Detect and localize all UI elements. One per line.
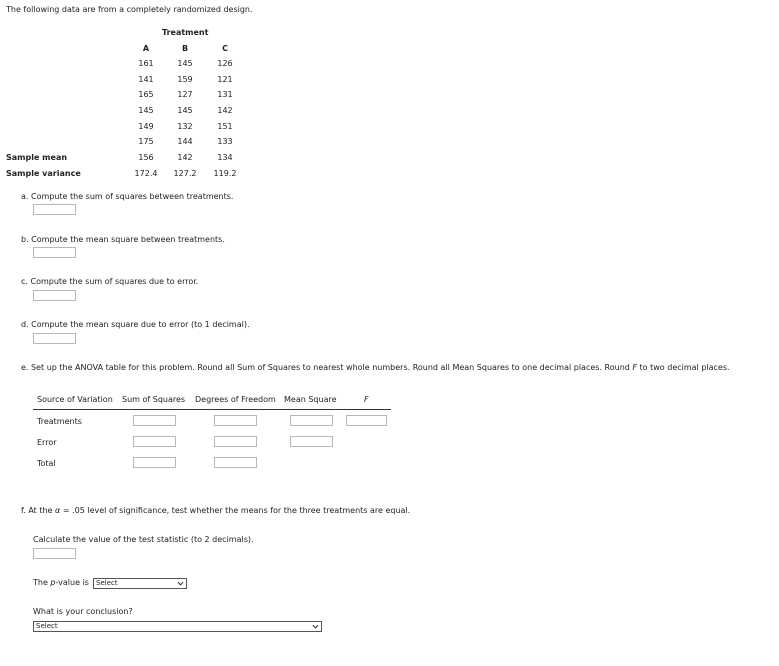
column-header-c: C xyxy=(222,44,228,53)
anova-header-ms: Mean Square xyxy=(284,395,337,404)
table-cell: 149 xyxy=(138,122,154,131)
table-cell: 133 xyxy=(217,137,233,146)
table-cell: 127 xyxy=(177,90,193,99)
table-cell: 161 xyxy=(138,59,154,68)
treatment-header: Treatment xyxy=(162,28,209,37)
anova-header-source: Source of Variation xyxy=(37,395,113,404)
pvalue-suffix: -value is xyxy=(55,578,89,587)
anova-header-f: F xyxy=(364,395,369,404)
sample-variance-label: Sample variance xyxy=(6,169,81,178)
question-e xyxy=(21,363,730,372)
answer-ms-error-input[interactable] xyxy=(33,333,76,344)
anova-error-ms-input[interactable] xyxy=(290,436,333,447)
table-cell: 144 xyxy=(177,137,193,146)
sample-mean-c: 134 xyxy=(217,153,233,162)
pvalue-prompt xyxy=(33,578,89,587)
anova-treatments-df-input[interactable] xyxy=(214,415,257,426)
chevron-down-icon xyxy=(312,623,319,630)
intro-text: The following data are from a completely randomized design. xyxy=(6,5,253,14)
sample-variance-b: 127.2 xyxy=(173,169,197,178)
question-f-suffix: = .05 level of significance, test whether the means for the three treatments are equal. xyxy=(60,506,411,515)
anova-error-df-input[interactable] xyxy=(214,436,257,447)
anova-row-treatments-label: Treatments xyxy=(37,417,82,426)
column-header-a: A xyxy=(142,44,150,53)
anova-row-total-label: Total xyxy=(37,459,56,468)
anova-treatments-f-input[interactable] xyxy=(346,415,387,426)
table-cell: 175 xyxy=(138,137,154,146)
anova-treatments-ms-input[interactable] xyxy=(290,415,333,426)
answer-ss-error-input[interactable] xyxy=(33,290,76,301)
sample-variance-c: 119.2 xyxy=(213,169,237,178)
anova-error-ss-input[interactable] xyxy=(133,436,176,447)
question-f xyxy=(21,506,410,515)
pvalue-select[interactable] xyxy=(93,578,187,589)
table-cell: 145 xyxy=(177,106,193,115)
question-a: a. Compute the sum of squares between treatments. xyxy=(21,192,234,201)
anova-header-ss: Sum of Squares xyxy=(122,395,186,404)
table-cell: 132 xyxy=(177,122,193,131)
column-header-b: B xyxy=(181,44,189,53)
alpha-symbol: α xyxy=(55,506,61,515)
question-e-text: e. Set up the ANOVA table for this problem. Round all Sum of Squares to nearest whole numbers. Round all Mean Squares to one decimal places. Round xyxy=(21,363,633,372)
test-statistic-input[interactable] xyxy=(33,548,76,559)
anova-row-error-label: Error xyxy=(37,438,57,447)
table-cell: 151 xyxy=(217,122,233,131)
pvalue-prefix: The xyxy=(33,578,51,587)
question-e-f-symbol: F xyxy=(632,363,637,372)
question-c: c. Compute the sum of squares due to error. xyxy=(21,277,199,286)
question-f-text: f. At the xyxy=(21,506,56,515)
table-cell: 145 xyxy=(138,106,154,115)
pvalue-select-value: Select xyxy=(96,579,118,587)
pvalue-p: p xyxy=(50,578,56,587)
conclusion-select-value: Select xyxy=(36,622,58,630)
table-cell: 142 xyxy=(217,106,233,115)
table-cell: 126 xyxy=(217,59,233,68)
sample-mean-label: Sample mean xyxy=(6,153,68,162)
table-cell: 145 xyxy=(177,59,193,68)
question-d: d. Compute the mean square due to error (to 1 decimal). xyxy=(21,320,250,329)
answer-ss-between-input[interactable] xyxy=(33,204,76,215)
conclusion-prompt: What is your conclusion? xyxy=(33,607,133,616)
table-cell: 131 xyxy=(217,90,233,99)
sample-mean-b: 142 xyxy=(177,153,193,162)
sample-variance-a: 172.4 xyxy=(134,169,158,178)
table-cell: 165 xyxy=(138,90,154,99)
question-e-suffix: to two decimal places. xyxy=(637,363,730,372)
table-cell: 159 xyxy=(177,75,193,84)
anova-treatments-ss-input[interactable] xyxy=(133,415,176,426)
anova-header-df: Degrees of Freedom xyxy=(195,395,276,404)
question-b: b. Compute the mean square between treatments. xyxy=(21,235,225,244)
test-statistic-prompt: Calculate the value of the test statistic (to 2 decimals). xyxy=(33,535,254,544)
table-cell: 141 xyxy=(138,75,154,84)
chevron-down-icon xyxy=(177,580,184,587)
anova-total-df-input[interactable] xyxy=(214,457,257,468)
anova-total-ss-input[interactable] xyxy=(133,457,176,468)
anova-header-rule xyxy=(33,409,391,410)
answer-ms-between-input[interactable] xyxy=(33,247,76,258)
table-cell: 121 xyxy=(217,75,233,84)
conclusion-select[interactable] xyxy=(33,621,322,632)
sample-mean-a: 156 xyxy=(138,153,154,162)
